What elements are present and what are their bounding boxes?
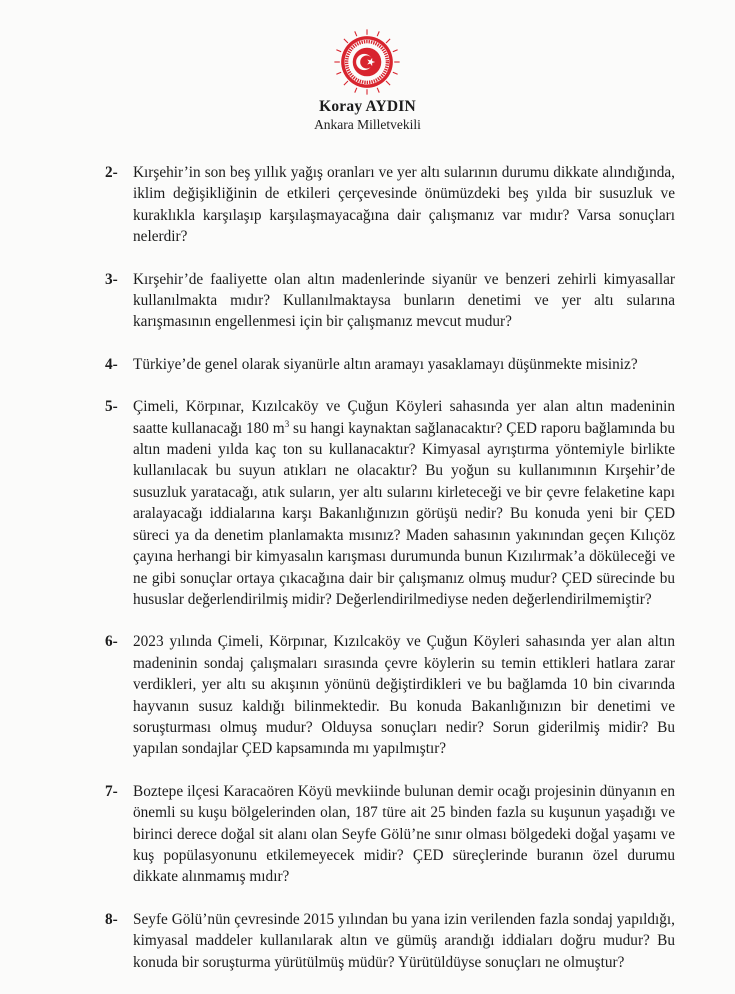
question-number: 3- (105, 270, 118, 288)
question-text: Seyfe Gölü’nün çevresinde 2015 yılından bu yana izin verilenden fazla sondaj yapıldığı, kimyasal maddeler kullanılarak altın ve gümüş arandığı iddiaları doğru mudur? Bu konuda bir soruşturma yürütülmüş müdür? Yürütüldüyse sonuçları ne olmuştur? (133, 910, 675, 971)
question-text: Kırşehir’in son beş yıllık yağış oranları ve yer altı sularının durumu dikkate alındığında, iklim değişikliğinin de etkileri çerçevesinde önümüzdeki beş yılda bir susuzluk ve kuraklıkla karşılaşıp karşılaşmayacağına dair çalışmanız var mıdır? Varsa sonuçları nelerdir? (133, 164, 675, 246)
question-item (105, 354, 675, 375)
question-list (105, 162, 675, 994)
question-item (105, 631, 675, 759)
question-text-part: su hangi kaynaktan sağlanacaktır? ÇED raporu bağlamında bu altın madeni yılda kaç ton su kullanacaktır? Kimyasal ayrıştırma yöntemiyle birlikte kullanılacak bu suyun atıkları ne olacaktır? Bu yoğun su kullanımının Kırşehir’de susuzluk yaratacağı, atık suların, yer altı sularını kirleteceği ve bir çevre felaketine kapı aralayacağı iddialarına karşı Bakanlığınızın görüşü nedir? Bu konuda yeni bir ÇED süreci ya da denetim planlamakta mısınız? Maden sahasının yakınından geçen Kılıçöz çayına herhangi bir kimyasalın karışması durumunda bunun Kızılırmak’a döküleceği ve ne gibi sonuçlar ortaya çıkacağına dair bir çalışmanız olmuş mudur? ÇED sürecinde bu hususlar değerlendirilmiş midir? Değerlendirilmediyse neden değerlendirilmemiştir? (133, 419, 675, 608)
question-number: 2- (105, 164, 118, 181)
deputy-title: Ankara Milletvekili (314, 117, 421, 132)
question-text: Boztepe ilçesi Karacaören Köyü mevkiinde bulunan demir ocağı projesinin dünyanın en önemli su kuşu bölgelerinden olan, 187 türe ait 25 binden fazla su kuşunun yaşadığı ve birinci derece doğal sit alanı olan Seyfe Gölü’ne sınır olması bölgedeki doğal yaşamı ve kuş popülasyonunu etkilemeyecek midir? ÇED süreçlerinde buranın özel durumu dikkate alınmamış mıdır? (133, 782, 675, 886)
question-text: Kırşehir’de faaliyette olan altın madenlerinde siyanür ve benzeri zehirli kimyasallar kullanılmakta mıdır? Kullanılmaktaysa bunların denetimi ve yer altı sularına karışmasının engellenmesi için bir çalışmanız mevcut mudur? (133, 270, 675, 331)
question-number: 6- (105, 633, 118, 651)
question-number: 5- (105, 398, 118, 416)
question-item (105, 162, 675, 248)
question-number: 7- (105, 782, 118, 800)
question-item (105, 269, 675, 333)
question-text-part: Çimeli, Körpınar, Kızılcaköy ve Çuğun Köyleri sahasında yer alan altın madeninin saatte kullanacağı 180 m (133, 398, 675, 437)
question-text: 2023 yılında Çimeli, Körpınar, Kızılcaköy ve Çuğun Köyleri sahasında yer alan altın madeninin sondaj çalışmaları sırasında çevre köylerin su temin ettikleri hatlara zarar verdikleri, yer altı su akışının yönünü değiştirdikleri ve bu bağlamda 10 bin civarında hayvanın susuz kaldığı bilinmektedir. Bu konuda Bakanlığınızın bir denetimi ve soruşturması olmuş mudur? Olduysa sonuçları nedir? Sorun giderilmiş midir? Bu yapılan sondajlar ÇED kapsamında mı yapılmıştır? (133, 633, 675, 758)
deputy-name: Koray AYDIN (319, 98, 416, 115)
question-item (105, 909, 675, 973)
question-text: Türkiye’de genel olarak siyanürle altın aramayı yasaklamayı düşünmekte misiniz? (133, 355, 638, 373)
question-text (133, 396, 675, 610)
superscript: 3 (284, 418, 290, 429)
tbmm-seal-icon (333, 28, 401, 96)
question-item (105, 396, 675, 610)
question-number: 4- (105, 355, 118, 373)
question-number: 8- (105, 910, 118, 928)
question-item (105, 781, 675, 888)
